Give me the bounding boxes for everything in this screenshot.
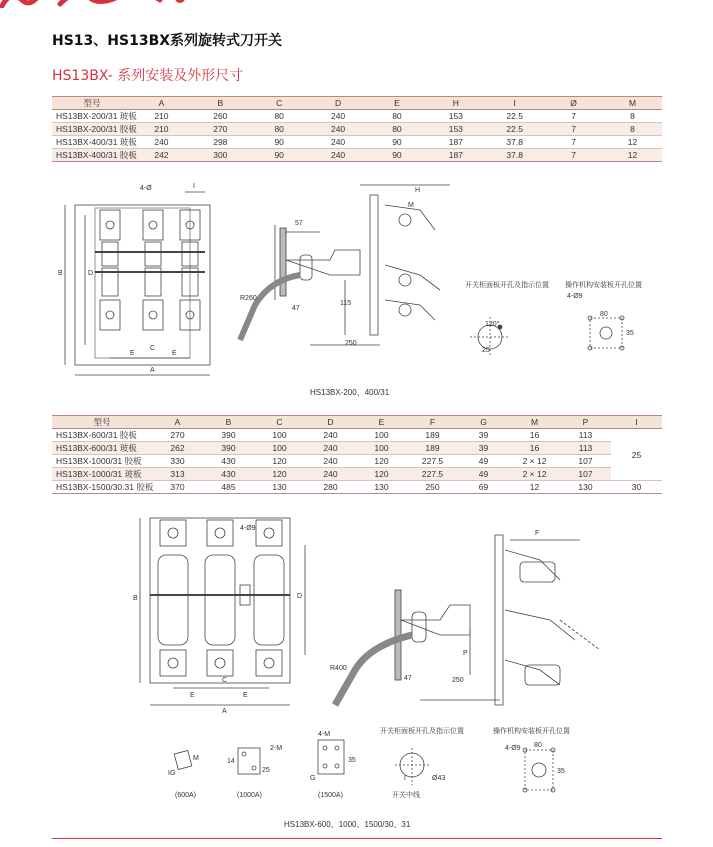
col-header: M (603, 97, 662, 110)
col-header: A (132, 97, 191, 110)
mech-hole-detail (523, 748, 555, 792)
table-cell-merged: 25 (611, 429, 662, 481)
table-cell: 80 (250, 110, 309, 123)
col-header: B (203, 416, 254, 429)
col-header: F (407, 416, 458, 429)
table-cell: HS13BX-200/31 胶板 (52, 123, 132, 136)
table-cell: 240 (132, 136, 191, 149)
table-cell: HS13BX-200/31 玻板 (52, 110, 132, 123)
table-cell: 240 (309, 110, 368, 123)
table-cell: 270 (191, 123, 250, 136)
table-cell: 12 (603, 149, 662, 162)
dimension-drawing-200-400 (0, 180, 713, 380)
table-cell: 187 (426, 136, 485, 149)
label-c: C (222, 677, 228, 684)
label-1000a: (1000A) (237, 792, 262, 799)
table-cell: 8 (603, 123, 662, 136)
table-cell: 430 (203, 455, 254, 468)
label-g: G (310, 775, 316, 782)
col-header: G (458, 416, 509, 429)
label-m: M (408, 202, 414, 209)
table-cell: 90 (368, 136, 427, 149)
col-header: I (485, 97, 544, 110)
label-115: 115 (340, 300, 352, 307)
label-mech-hole: 操作机构安装板开孔位置 (565, 282, 642, 289)
table-cell: HS13BX-400/31 胶板 (52, 149, 132, 162)
label-d: D (297, 593, 303, 600)
table-cell: 153 (426, 110, 485, 123)
table-cell: 12 (603, 136, 662, 149)
table-cell: 2 × 12 (509, 455, 560, 468)
table-cell: 330 (152, 455, 203, 468)
table-cell: 313 (152, 468, 203, 481)
table-cell: 280 (305, 481, 356, 494)
table-cell: 240 (309, 123, 368, 136)
label-e-right: E (172, 350, 177, 357)
label-e-right: E (243, 692, 248, 699)
hole-detail-1000a (238, 748, 260, 774)
label-b: B (133, 595, 138, 602)
label-phi9: 4-Ø9 (567, 293, 583, 300)
table-header-row (52, 416, 662, 429)
label-f: F (535, 530, 540, 537)
table-cell: 69 (458, 481, 509, 494)
table-cell: 12 (509, 481, 560, 494)
label-phi43: Ø43 (432, 775, 446, 782)
label-mech-hole: 操作机构安装板开孔位置 (493, 728, 570, 735)
col-header: C (254, 416, 305, 429)
dimension-drawing-600-1500 (0, 500, 713, 810)
label-1500a: (1500A) (318, 792, 343, 799)
table-cell: HS13BX-1000/31 胶板 (52, 455, 152, 468)
brand-logo (0, 0, 200, 8)
table-cell: 90 (250, 149, 309, 162)
table-cell: 130 (356, 481, 407, 494)
label-d: D (88, 270, 94, 277)
label-80: 80 (534, 742, 542, 749)
spec-table-200-400 (52, 96, 662, 162)
table-cell: 7 (544, 123, 603, 136)
table-cell: 37.8 (485, 149, 544, 162)
hole-detail-1500a (318, 740, 344, 774)
col-header: P (560, 416, 611, 429)
table-cell: 250 (407, 481, 458, 494)
table-cell: 390 (203, 429, 254, 442)
section-title: HS13BX- 系列安装及外形尺寸 (52, 68, 244, 84)
col-header: M (509, 416, 560, 429)
table-cell: 80 (368, 110, 427, 123)
table-cell: 107 (560, 455, 611, 468)
table-cell: 7 (544, 149, 603, 162)
label-120: 120° (485, 321, 500, 328)
label-phi9b: 4-Ø9 (505, 745, 521, 752)
table-row (52, 481, 662, 494)
pole-middle (205, 520, 235, 676)
label-4m: 4-M (318, 731, 331, 738)
label-600a: (600A) (175, 792, 197, 799)
table-cell: 120 (254, 455, 305, 468)
table-cell: 189 (407, 429, 458, 442)
table-cell: HS13BX-1000/31 玻板 (52, 468, 152, 481)
label-a: A (150, 367, 155, 374)
table-cell: 39 (458, 429, 509, 442)
table-cell: 130 (254, 481, 305, 494)
table-cell: HS13BX-400/31 玻板 (52, 136, 132, 149)
table-cell: HS13BX-1500/30.31 胶板 (52, 481, 152, 494)
table-cell: 113 (560, 442, 611, 455)
table-cell: 30 (611, 481, 662, 494)
pole-middle (143, 210, 163, 330)
table-cell: HS13BX-600/31 玻板 (52, 442, 152, 455)
col-header: D (305, 416, 356, 429)
label-i: I (404, 775, 406, 782)
table-cell: 90 (368, 149, 427, 162)
table-row (52, 429, 662, 442)
table-cell: HS13BX-600/31 胶板 (52, 429, 152, 442)
label-25: 25 (262, 767, 270, 774)
table-row (52, 455, 662, 468)
table-cell: 240 (305, 429, 356, 442)
label-r260: R260 (240, 295, 257, 302)
label-80: 80 (600, 311, 608, 318)
label-panel-hole: 开关柜面板开孔及指示位置 (380, 728, 464, 735)
label-h: H (415, 187, 421, 194)
table-cell: 37.8 (485, 136, 544, 149)
table-cell: 8 (603, 110, 662, 123)
table-cell: 390 (203, 442, 254, 455)
label-e-left: E (130, 350, 135, 357)
drawing-caption-1: HS13BX-200、400/31 (310, 388, 390, 397)
label-250: 250 (345, 340, 357, 347)
footer-divider (52, 838, 662, 839)
pole-right (254, 520, 284, 676)
drawing-caption-2: HS13BX-600、1000、1500/30、31 (284, 820, 411, 829)
table-cell: 270 (152, 429, 203, 442)
label-b: B (58, 270, 63, 277)
table-cell: 49 (458, 455, 509, 468)
label-250: 250 (452, 677, 464, 684)
spec-table-600-1500 (52, 415, 662, 494)
panel-hole-detail (395, 748, 430, 785)
col-header: Ø (544, 97, 603, 110)
table-cell: 240 (309, 149, 368, 162)
table-cell: 240 (309, 136, 368, 149)
table-cell: 100 (254, 442, 305, 455)
table-cell: 113 (560, 429, 611, 442)
pole-left (158, 520, 188, 676)
label-2m: 2-M (270, 745, 283, 752)
mounting-bracket (370, 195, 378, 335)
label-25: 25 (482, 347, 490, 354)
table-cell: 485 (203, 481, 254, 494)
table-cell: 298 (191, 136, 250, 149)
col-header: 型号 (52, 97, 132, 110)
table-row (52, 123, 662, 136)
label-a: A (222, 708, 227, 715)
label-r400: R400 (330, 665, 347, 672)
col-header: E (356, 416, 407, 429)
col-header: 型号 (52, 416, 152, 429)
table-row (52, 442, 662, 455)
label-35: 35 (348, 757, 356, 764)
table-cell: 210 (132, 110, 191, 123)
label-p: P (463, 650, 468, 657)
table-cell: 16 (509, 429, 560, 442)
table-cell: 22.5 (485, 110, 544, 123)
table-cell: 7 (544, 110, 603, 123)
label-e-left: E (190, 692, 195, 699)
table-cell: 370 (152, 481, 203, 494)
table-cell: 153 (426, 123, 485, 136)
table-cell: 240 (305, 468, 356, 481)
table-cell: 120 (356, 455, 407, 468)
table-cell: 100 (356, 429, 407, 442)
col-header: I (611, 416, 662, 429)
table-cell: 210 (132, 123, 191, 136)
table-cell: 7 (544, 136, 603, 149)
table-header-row (52, 97, 662, 110)
table-cell: 300 (191, 149, 250, 162)
label-c: C (150, 345, 156, 352)
mounting-bracket (495, 535, 503, 705)
table-row (52, 149, 662, 162)
label-57: 57 (295, 220, 303, 227)
table-cell: 49 (458, 468, 509, 481)
table-cell: 100 (356, 442, 407, 455)
table-cell: 262 (152, 442, 203, 455)
label-panel-hole: 开关柜面板开孔及指示位置 (465, 282, 549, 289)
col-header: H (426, 97, 485, 110)
label-14: 14 (227, 758, 235, 765)
table-cell: 39 (458, 442, 509, 455)
table-cell: 430 (203, 468, 254, 481)
table-cell: 227.5 (407, 455, 458, 468)
label-phi: 4-Ø (140, 185, 152, 192)
pole-left (100, 210, 120, 330)
label-35b: 35 (557, 768, 565, 775)
table-cell: 80 (368, 123, 427, 136)
label-47: 47 (404, 675, 412, 682)
col-header: E (368, 97, 427, 110)
table-cell: 120 (254, 468, 305, 481)
page-title: HS13、HS13BX系列旋转式刀开关 (52, 33, 283, 49)
label-phi9: 4-Ø9 (240, 525, 256, 532)
label-m: M (193, 755, 199, 762)
label-47: 47 (292, 305, 300, 312)
panel-section (280, 228, 286, 296)
table-cell: 242 (132, 149, 191, 162)
table-cell: 260 (191, 110, 250, 123)
table-cell: 187 (426, 149, 485, 162)
label-35: 35 (626, 330, 634, 337)
label-center: 开关中线 (392, 792, 420, 799)
table-cell: 240 (305, 455, 356, 468)
table-cell: 22.5 (485, 123, 544, 136)
label-i: I (193, 183, 195, 190)
table-cell: 16 (509, 442, 560, 455)
mech-hole-rect (590, 318, 622, 348)
col-header: C (250, 97, 309, 110)
table-cell: 80 (250, 123, 309, 136)
table-cell: 120 (356, 468, 407, 481)
table-row (52, 110, 662, 123)
col-header: B (191, 97, 250, 110)
table-cell: 227.5 (407, 468, 458, 481)
table-row (52, 468, 662, 481)
table-cell: 130 (560, 481, 611, 494)
table-cell: 90 (250, 136, 309, 149)
col-header: D (309, 97, 368, 110)
table-row (52, 136, 662, 149)
table-cell: 100 (254, 429, 305, 442)
table-cell: 240 (305, 442, 356, 455)
col-header: A (152, 416, 203, 429)
table-cell: 107 (560, 468, 611, 481)
label-ig: IG (168, 770, 176, 777)
table-cell: 189 (407, 442, 458, 455)
table-cell: 2 × 12 (509, 468, 560, 481)
hole-detail-600a (174, 750, 192, 769)
